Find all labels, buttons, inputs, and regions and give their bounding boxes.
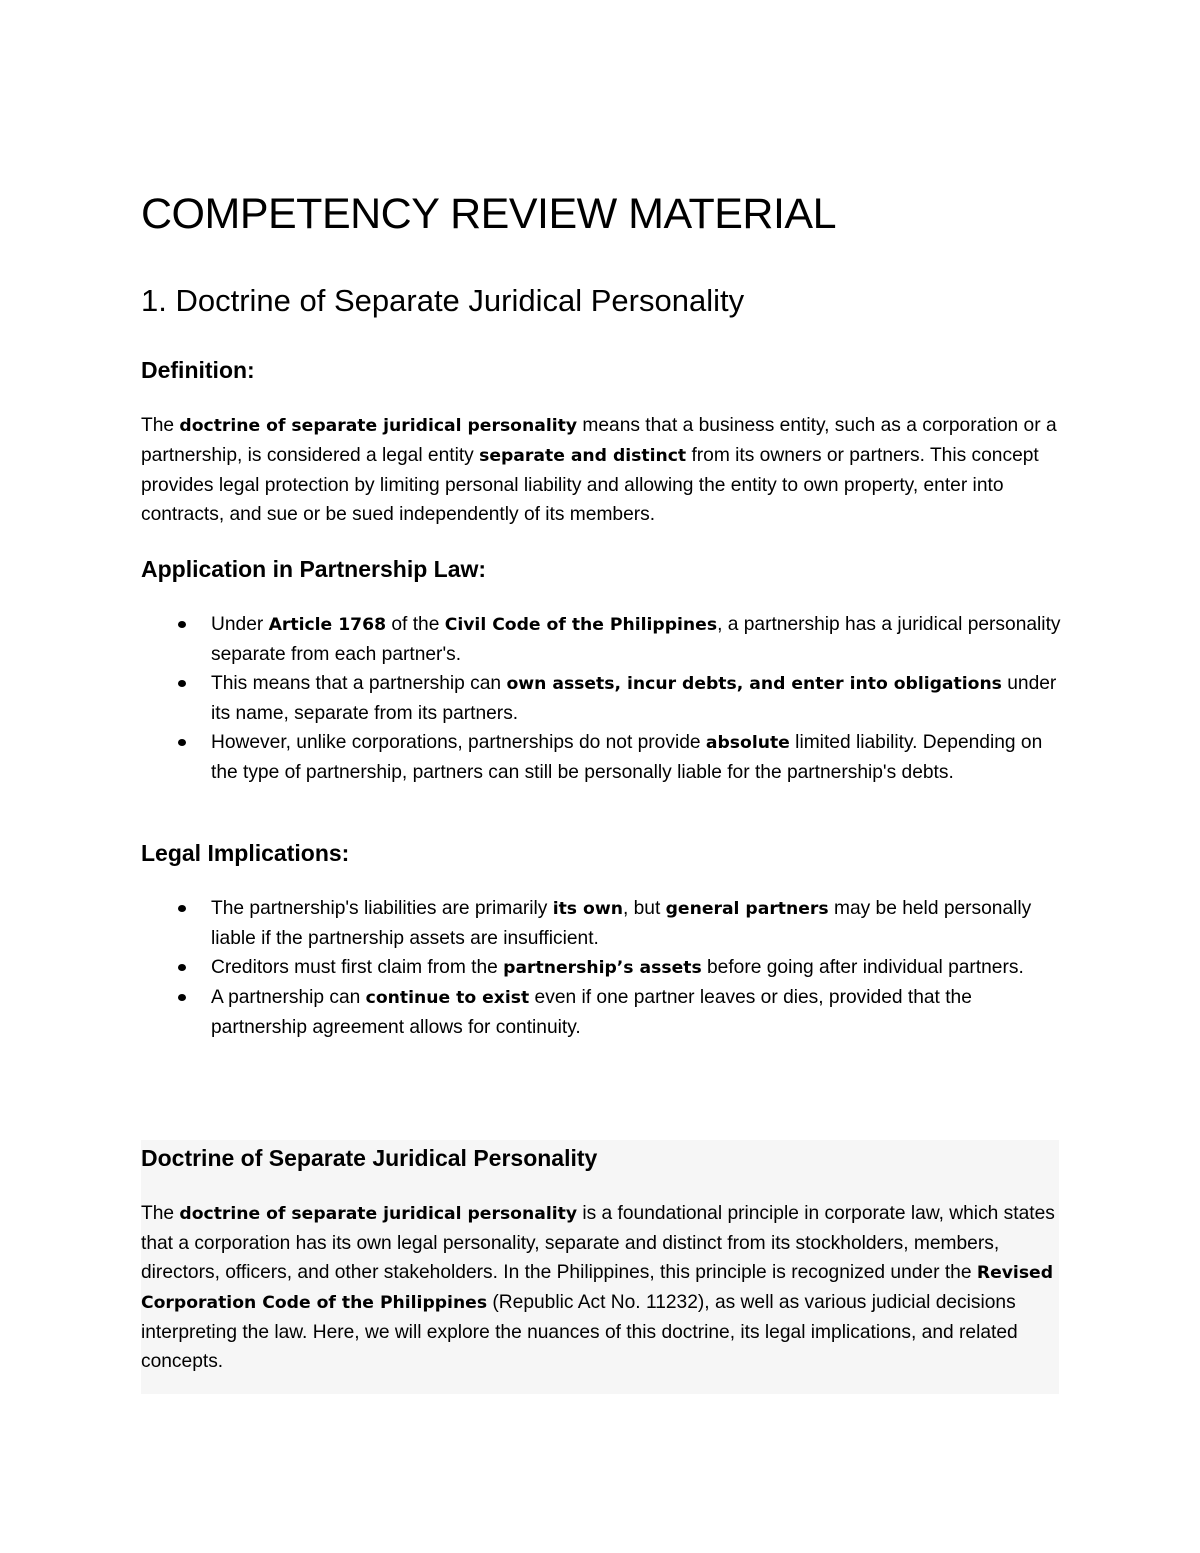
bullet-dot-icon [178, 739, 186, 746]
bold-emphasis: continue to exist [365, 988, 530, 1008]
bullet-list-item: However, unlike corporations, partnerships do not provide absolute limited liability. Depending on the type of partnership, partners can still be personally liable for the partnership's debts. [141, 728, 1061, 787]
bullet-dot-icon [178, 994, 186, 1001]
bullet-dot-icon [178, 680, 186, 687]
highlighted-section-heading: Doctrine of Separate Juridical Personality [141, 1145, 598, 1171]
bullet-list-item: Under Article 1768 of the Civil Code of the Philippines, a partnership has a juridical personality separate from each partner's. [141, 610, 1061, 669]
bullet-list-item: The partnership's liabilities are primarily its own, but general partners may be held personally liable if the partnership assets are insufficient. [141, 894, 1061, 953]
bullet-list-item: This means that a partnership can own assets, incur debts, and enter into obligations under its name, separate from its partners. [141, 669, 1061, 728]
bold-emphasis: separate and distinct [479, 446, 687, 466]
application-bullet-list [141, 610, 1061, 787]
definition-paragraph: The doctrine of separate juridical personality means that a business entity, such as a corporation or a partnership, is considered a legal entity separate and distinct from its owners or partners. This concept provides legal protection by limiting personal liability and allowing the entity to own property, enter into contracts, and sue or be sued independently of its members. [141, 415, 1057, 525]
bold-emphasis: partnership’s assets [503, 958, 702, 978]
definition-heading: Definition: [141, 357, 255, 383]
application-heading: Application in Partnership Law: [141, 556, 487, 582]
implications-bullet-list [141, 894, 1061, 1042]
bold-emphasis: its own [552, 899, 623, 919]
implications-heading: Legal Implications: [141, 840, 350, 866]
bullet-list-item: Creditors must first claim from the partnership’s assets before going after individual partners. [141, 953, 1061, 983]
bold-emphasis: general partners [665, 899, 829, 919]
bullet-dot-icon [178, 621, 186, 628]
bold-emphasis: doctrine of separate juridical personality [179, 416, 578, 436]
section-heading-doctrine: 1. Doctrine of Separate Juridical Personality [141, 283, 745, 318]
bullet-dot-icon [178, 905, 186, 912]
bold-emphasis: doctrine of separate juridical personality [179, 1204, 578, 1224]
bold-emphasis: absolute [705, 733, 790, 753]
bullet-dot-icon [178, 964, 186, 971]
bold-emphasis: Revised Corporation Code of the Philippines [141, 1263, 1054, 1313]
highlighted-section-paragraph: The doctrine of separate juridical personality is a foundational principle in corporate law, which states that a corporation has its own legal personality, separate and distinct from its stockholders, members, directors, officers, and other stakeholders. In the Philippines, this principle is recognized under the Revised Corporation Code of the Philippines (Republic Act No. 11232), as well as various judicial decisions interpreting the law. Here, we will explore the nuances of this doctrine, its legal implications, and related concepts. [141, 1203, 1055, 1372]
bullet-list-item: A partnership can continue to exist even if one partner leaves or dies, provided that the partnership agreement allows for continuity. [141, 983, 1061, 1042]
bold-emphasis: Article 1768 [268, 615, 387, 635]
document-title: COMPETENCY REVIEW MATERIAL [141, 190, 837, 238]
bold-emphasis: own assets, incur debts, and enter into obligations [506, 674, 1002, 694]
bold-emphasis: Civil Code of the Philippines [444, 615, 718, 635]
